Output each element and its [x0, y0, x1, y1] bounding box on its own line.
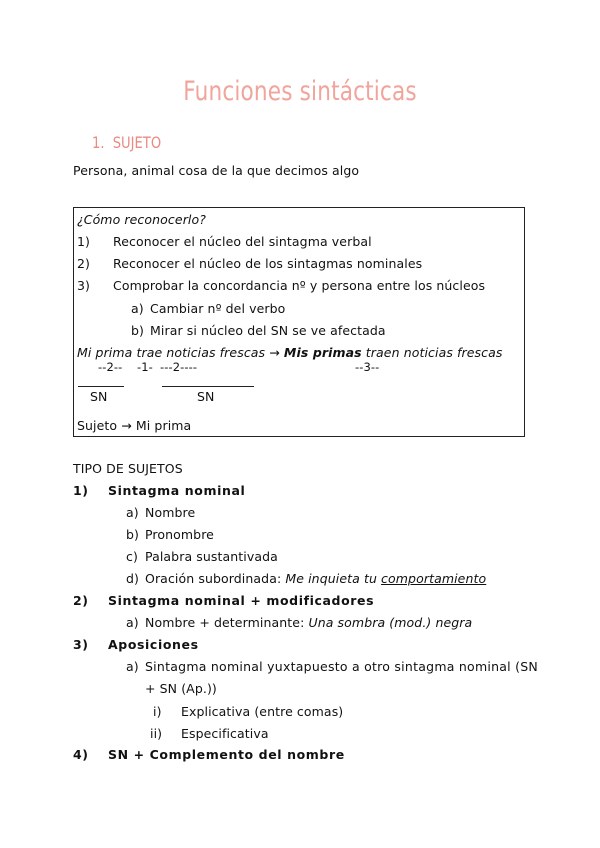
item-text-continued: + SN (Ap.))	[145, 681, 217, 696]
item-label: b)	[126, 527, 140, 542]
item-text: Palabra sustantivada	[145, 549, 278, 564]
item-text-main: Nombre + determinante:	[145, 615, 309, 630]
group-label: Sintagma nominal + modificadores	[108, 593, 375, 608]
group-label: SN + Complemento del nombre	[108, 747, 345, 762]
substep-text: Mirar si núcleo del SN se ve afectada	[150, 323, 386, 338]
subitem-label: ii)	[150, 726, 163, 741]
item-text: Pronombre	[145, 527, 214, 542]
marker-2: --2--	[98, 360, 123, 374]
example-sentence	[77, 345, 503, 360]
item-text	[145, 571, 486, 586]
step-text: Reconocer el núcleo de los sintagmas nominales	[113, 256, 423, 271]
page-title: Funciones sintácticas	[183, 76, 417, 107]
box-question: ¿Cómo reconocerlo?	[77, 212, 206, 227]
step-number: 2)	[77, 256, 91, 271]
item-example: Me inquieta tu	[285, 571, 382, 586]
item-text-main: Oración subordinada:	[145, 571, 286, 586]
marker-1: -1-	[137, 360, 153, 374]
underline-sn-2	[162, 386, 254, 387]
item-label: a)	[126, 615, 139, 630]
item-text	[145, 615, 472, 630]
marker-2b: ---2----	[160, 360, 198, 374]
item-text: Sintagma nominal yuxtapuesto a otro sintagma nominal (SN	[145, 659, 539, 674]
example-bold: Mis primas	[283, 345, 362, 360]
sn-label: SN	[197, 389, 215, 404]
substep-label: a)	[131, 301, 144, 316]
subject-result: Sujeto → Mi prima	[77, 418, 192, 433]
step-text: Comprobar la concordancia nº y persona entre los núcleos	[113, 278, 486, 293]
sn-label: SN	[90, 389, 108, 404]
group-label: Aposiciones	[108, 637, 199, 652]
item-example: Una sombra (mod.) negra	[308, 615, 473, 630]
subitem-text: Explicativa (entre comas)	[181, 704, 344, 719]
item-label: a)	[126, 659, 139, 674]
example-part-2: traen noticias frescas	[361, 345, 503, 360]
item-label: c)	[126, 549, 138, 564]
substep-text: Cambiar nº del verbo	[150, 301, 286, 316]
step-number: 3)	[77, 278, 91, 293]
definition-text: Persona, animal cosa de la que decimos algo	[73, 163, 360, 178]
step-number: 1)	[77, 234, 91, 249]
underline-sn-1	[78, 386, 124, 387]
step-text: Reconocer el núcleo del sintagma verbal	[113, 234, 372, 249]
subitem-label: i)	[153, 704, 162, 719]
marker-3: --3--	[355, 360, 380, 374]
item-label: a)	[126, 505, 139, 520]
section-label: SUJETO	[112, 133, 162, 152]
example-part-1: Mi prima trae noticias frescas →	[77, 345, 284, 360]
item-label: d)	[126, 571, 140, 586]
item-text: Nombre	[145, 505, 196, 520]
group-label: Sintagma nominal	[108, 483, 246, 498]
tipo-heading: TIPO DE SUJETOS	[73, 461, 183, 476]
group-number: 1)	[73, 483, 89, 498]
section-heading	[92, 133, 161, 152]
substep-label: b)	[131, 323, 145, 338]
section-number: 1.	[92, 133, 105, 152]
group-number: 4)	[73, 747, 89, 762]
item-example-underlined: comportamiento	[381, 571, 487, 586]
group-number: 3)	[73, 637, 89, 652]
group-number: 2)	[73, 593, 89, 608]
subitem-text: Especificativa	[181, 726, 269, 741]
